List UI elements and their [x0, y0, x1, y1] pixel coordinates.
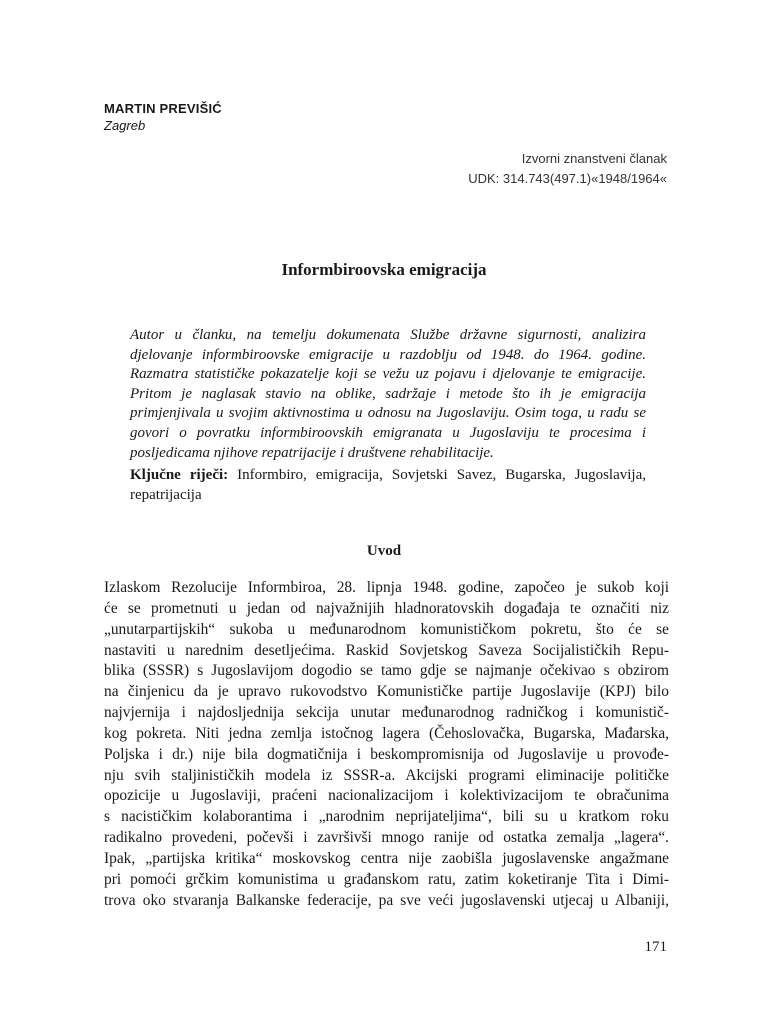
author-name: MARTIN PREVIŠIĆ [104, 101, 222, 116]
body-line: „unutarpartijskih“ sukoba u međunarodnom komunističkom pokretu, što će se [104, 620, 669, 638]
page-number: 171 [644, 939, 667, 955]
author-block [104, 100, 222, 134]
body-text [104, 578, 669, 912]
udk-code: UDK: 314.743(497.1)«1948/1964« [468, 171, 667, 186]
body-line: Poljska i dr.) nije bila dogmatičnija i beskompromisnija od Jugoslavije u provođe- [104, 745, 669, 763]
body-line: blika (SSSR) s Jugoslavijom dogodio se tamo gdje se najmanje očekivao s obzirom [104, 662, 669, 680]
body-line: s nacističkim kolaborantima i „narodnim neprijateljima“, bili su u kratkom roku [104, 808, 669, 826]
body-line: trova oko stvaranja Balkanske federacije, pa sve veći jugoslavenski utjecaj u Albaniji, [104, 891, 669, 909]
abstract: Autor u članku, na temelju dokumenata Službe državne sigurnosti, analizira djelovanje informbiroovske emigracije u razdoblju od 1948. do 1964. godine. Razmatra statističke pokazatelje koji se vežu uz pojavu i djelovanje te emigracije. Pritom je naglasak stavio na oblike, sadržaje i metode što ih je emigracija primjenjivala u svojim aktivnostima u odnosu na Jugoslaviju. Osim toga, u radu se govori o povratku informbiroovskih emigranata u Jugoslaviju te procesima i posljedicama njihove repatrijacije i društvene rehabilitacije. [130, 327, 646, 461]
body-line: Izlaskom Rezolucije Informbiroa, 28. lipnja 1948. godine, započeo je sukob koji [104, 579, 669, 596]
keywords-text: Informbiro, emigracija, Sovjetski Savez, Bugarska, Jugoslavija, repatrijacija [130, 467, 646, 503]
body-line: najvjernija i najdosljednija sekcija unutar međunarodnog radničkog i komunistič- [104, 704, 669, 722]
body-line: opozicije u Jugoslaviji, praćeni nacionalizacijom i kolektivizacijom te obračunima [104, 787, 669, 805]
article-meta [468, 149, 667, 189]
article-type: Izvorni znanstveni članak [521, 151, 667, 166]
article-title: Informbiroovska emigracija [281, 260, 487, 279]
author-city: Zagreb [104, 118, 146, 133]
body-line: nju svih staljinističkih modela iz SSSR-a. Akcijski programi eliminacije političke [104, 766, 669, 784]
body-line: kog pokreta. Niti jedna zemlja istočnog lagera (Čehoslovačka, Bugarska, Mađarska, [104, 724, 669, 742]
body-line: će se prometnuti u jedan od najvažnijih hladnoratovskih događaja te označiti niz [104, 599, 669, 617]
body-line: radikalno provedeni, počevši i završivši mnogo ranije od ostatka zemalja „lagera“. [104, 829, 669, 847]
section-heading: Uvod [366, 543, 402, 559]
keywords [130, 465, 646, 505]
keywords-label: Ključne riječi: [130, 467, 229, 483]
body-line: nastaviti u narednim desetljećima. Raskid Sovjetskog Saveza Socijalističkih Repu- [104, 641, 669, 659]
body-line: Ipak, „partijska kritika“ moskovskog centra nije zaobišla jugoslavenske angažmane [104, 849, 669, 867]
body-line: pri pomoći grčkim komunistima u građanskom ratu, zatim koketiranje Tita i Dimi- [104, 870, 669, 888]
body-line: na činjenicu da je upravo rukovodstvo Komunističke partije Jugoslavije (KPJ) bilo [104, 683, 669, 701]
